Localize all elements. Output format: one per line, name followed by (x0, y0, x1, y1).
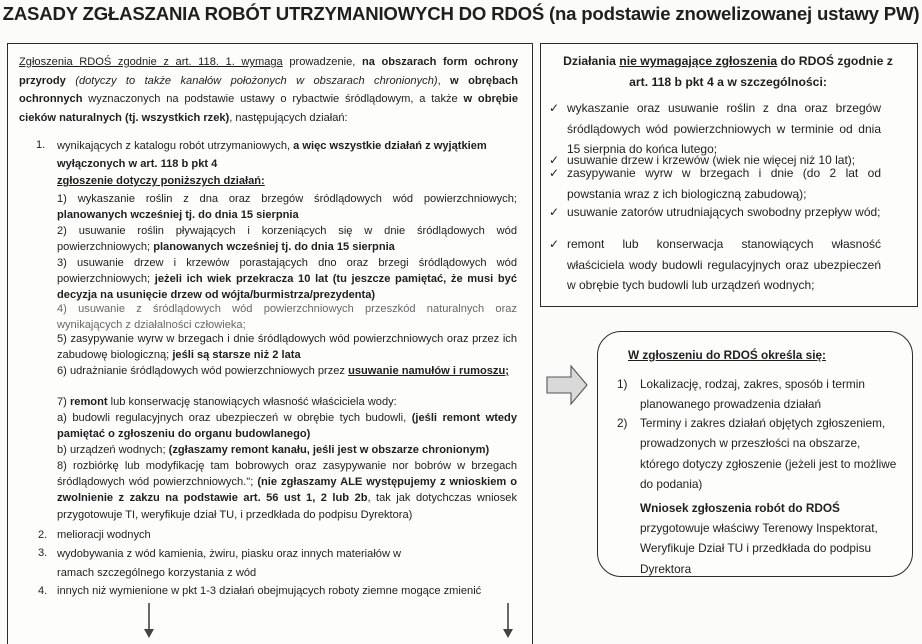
check-icon: ✓ (549, 101, 560, 115)
round-box-heading: W zgłoszeniu do RDOŚ określa się: (628, 348, 826, 362)
arrow-right-icon (545, 364, 589, 406)
round-num-2: 2) (617, 416, 628, 430)
sub-item-7b: b) urządzeń wodnych; (zgłaszamy remont kanału, jeśli jest w obszarze chronionym) (57, 444, 490, 456)
check-icon: ✓ (549, 205, 560, 219)
sub-item-5: 5) zasypywanie wyrw w brzegach i dnie śródlądowych wód powierzchniowych oraz przez ich zabudowę biologiczną; jeśli są starsze niż 2 lata (57, 333, 517, 362)
list-number-2: 2. (38, 529, 48, 541)
right-box-heading: Działania nie wymagające zgłoszenia do RDOŚ zgodnie z art. 118 b pkt 4 a w szczególności: (563, 54, 893, 89)
sub-item-2: 2) usuwanie roślin pływających i korzeniących się w dnie śródlądowych wód powierzchniowych; planowanych wcześniej tj. do dnia 15 sierpnia (57, 225, 517, 254)
item-4-text: innych niż wymienione w pkt 1-3 działań obejmujących roboty ziemne mogące zmienić (57, 585, 482, 597)
sub-item-3: 3) usuwanie drzew i krzewów porastających dno oraz brzegi śródlądowych wód powierzchniowych; jeżeli ich wiek przekracza 10 lat (tu jeszcze pamiętać, że musi być decyzja na usunięcie drzew od wójta/burmistrza/prezydenta) (57, 257, 517, 302)
sub-item-6: 6) udrażnianie śródlądowych wód powierzchniowych przez usuwanie namułów i rumoszu; (57, 365, 509, 377)
item-1-subheading: zgłoszenie dotyczy poniższych działań: (57, 175, 265, 187)
check-icon: ✓ (549, 153, 560, 167)
wniosek-heading: Wniosek zgłoszenia robót do RDOŚ (640, 501, 840, 515)
sub-item-8: 8) rozbiórkę lub modyfikację tam bobrowych oraz zasypywanie nor bobrów w brzegach śródlądowych wód powierzchniowych."; (nie zgłaszamy ALE występujemy z wnioskiem o zwolnienie z zakzu na podstawie art. 56 ust 1, 2 lub 2b, tak jak dotychczas wniosek przygotowuje TI, weryfikuje dział TU, i przedkłada do podpisu Dyrektora) (57, 460, 518, 521)
sub-item-7a: a) budowli regulacyjnych oraz ubezpieczeń w obrębie tych budowli, (jeśli remont wtedy pamiętać o zgłoszeniu do organu budowlanego) (57, 412, 518, 441)
sub-item-7: 7) remont lub konserwację stanowiących własność właściciela wody: (57, 396, 397, 408)
intro-paragraph: Zgłoszenia RDOŚ zgodnie z art. 118. 1. wymaga prowadzenie, na obszarach form ochrony przyrody (dotyczy to także kanałów położonych w obszarach chronionych), w obrębach ochronnych wyznaczonych na podstawie ustawy o rybactwie śródlądowym, a także w obrębie cieków naturalnych (tj. wszystkich rzek), następujących działań: (19, 56, 519, 124)
round-item-2: Terminy i zakres działań objętych zgłoszeniem, prowadzonych w przeszłości na obszarze, którego dotyczy zgłoszenie (jeżeli jest to możliwe do podania) (640, 416, 897, 492)
item-3-text: wydobywania z wód kamienia, żwiru, piasku oraz innych materiałów w ramach szczególnego korzystania z wód (57, 548, 402, 579)
round-item-1: Lokalizację, rodzaj, zakres, sposób i termin planowanego prowadzenia działań (640, 377, 865, 412)
list-number-3: 3. (38, 547, 48, 559)
round-num-1: 1) (617, 377, 628, 391)
check-icon: ✓ (549, 237, 560, 251)
page-title: ZASADY ZGŁASZANIA ROBÓT UTRZYMANIOWYCH DO RDOŚ (na podstawie znowelizowanej ustawy PW) (2, 3, 920, 24)
arrow-down-icon-left (143, 603, 155, 639)
item-2-text: melioracji wodnych (57, 529, 151, 541)
check-icon: ✓ (549, 166, 560, 180)
wniosek-text: przygotowuje właściwy Terenowy Inspektorat, Weryfikuje Dział TU i przedkłada do podpisu Dyrektora (640, 521, 878, 576)
arrow-down-icon-right (502, 603, 514, 639)
sub-item-1: 1) wykaszanie roślin z dna oraz brzegów śródlądowych wód powierzchniowych; planowanych wcześniej tj. do dnia 15 sierpnia (57, 193, 517, 222)
sub-item-4: 4) usuwanie z śródlądowych wód powierzchniowych przeszkód naturalnych oraz wynikających z działalności człowieka; (57, 303, 517, 332)
list-number-1: 1. (36, 139, 46, 151)
list-number-4: 4. (38, 585, 48, 597)
item-1-text: wynikających z katalogu robót utrzymaniowych, a więc wszystkie działań z wyjątkiem wyłączonych w art. 118 b pkt 4 (57, 140, 487, 170)
